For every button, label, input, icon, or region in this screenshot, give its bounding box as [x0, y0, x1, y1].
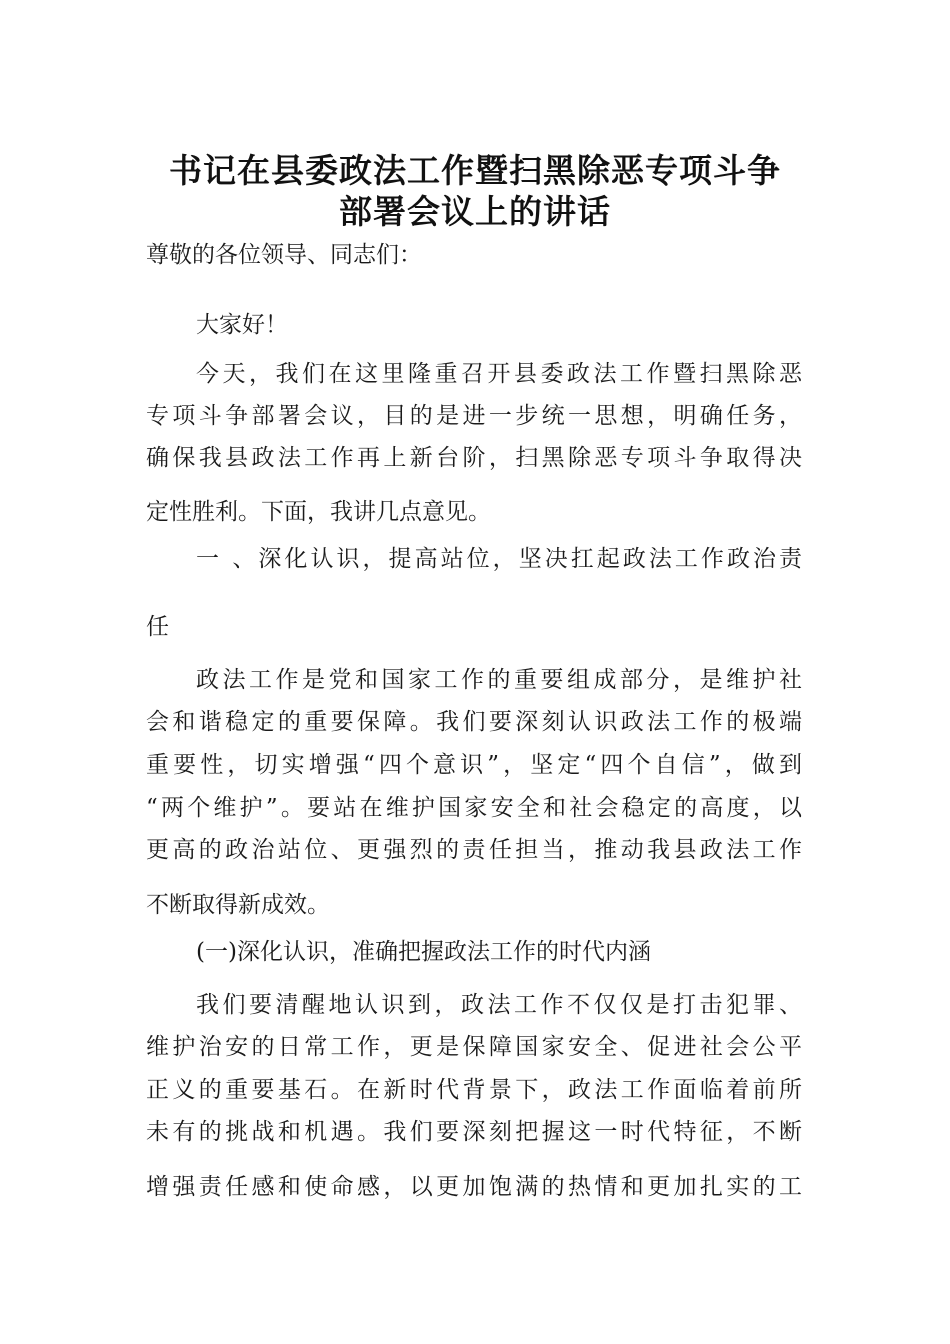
document-title-line-2: 部署会议上的讲话 — [339, 192, 611, 231]
paragraph-2-line-1: 政法工作是党和国家工作的重要组成部分，是维护社 — [196, 667, 802, 693]
paragraph-2-line-3: 重要性，切实增强“四个意识”，坚定“四个自信”，做到 — [146, 752, 802, 778]
paragraph-2-line-6: 不断取得新成效。 — [146, 892, 330, 918]
paragraph-1-line-3: 确保我县政法工作再上新台阶，扫黑除恶专项斗争取得决 — [146, 445, 802, 471]
paragraph-3-line-4: 未有的挑战和机遇。我们要深刻把握这一时代特征，不断 — [146, 1119, 802, 1145]
paragraph-3-line-5: 增强责任感和使命感，以更加饱满的热情和更加扎实的工 — [146, 1174, 802, 1200]
greeting: 大家好！ — [196, 312, 288, 338]
paragraph-2-line-4: “两个维护”。要站在维护国家安全和社会稳定的高度，以 — [146, 795, 802, 821]
paragraph-1-line-1: 今天，我们在这里隆重召开县委政法工作暨扫黑除恶 — [196, 361, 802, 387]
document-title-line-1: 书记在县委政法工作暨扫黑除恶专项斗争 — [169, 151, 781, 190]
paragraph-2-line-2: 会和谐稳定的重要保障。我们要深刻认识政法工作的极端 — [146, 709, 802, 735]
paragraph-3-line-2: 维护治安的日常工作，更是保障国家安全、促进社会公平 — [146, 1034, 802, 1060]
paragraph-2-line-5: 更高的政治站位、更强烈的责任担当，推动我县政法工作 — [146, 837, 802, 863]
heading-1-line-2: 任 — [146, 614, 169, 640]
paragraph-1-line-4: 定性胜利。下面，我讲几点意见。 — [146, 499, 491, 525]
paragraph-3-line-1: 我们要清醒地认识到，政法工作不仅仅是打击犯罪、 — [196, 992, 802, 1018]
salutation: 尊敬的各位领导、同志们： — [146, 242, 422, 268]
heading-1-line-1: 一 、深化认识，提高站位，坚决扛起政法工作政治责 — [196, 546, 802, 572]
subheading-1: (一)深化认识，准确把握政法工作的时代内涵 — [196, 939, 651, 965]
paragraph-1-line-2: 专项斗争部署会议，目的是进一步统一思想，明确任务， — [146, 403, 802, 429]
paragraph-3-line-3: 正义的重要基石。在新时代背景下，政法工作面临着前所 — [146, 1077, 802, 1103]
